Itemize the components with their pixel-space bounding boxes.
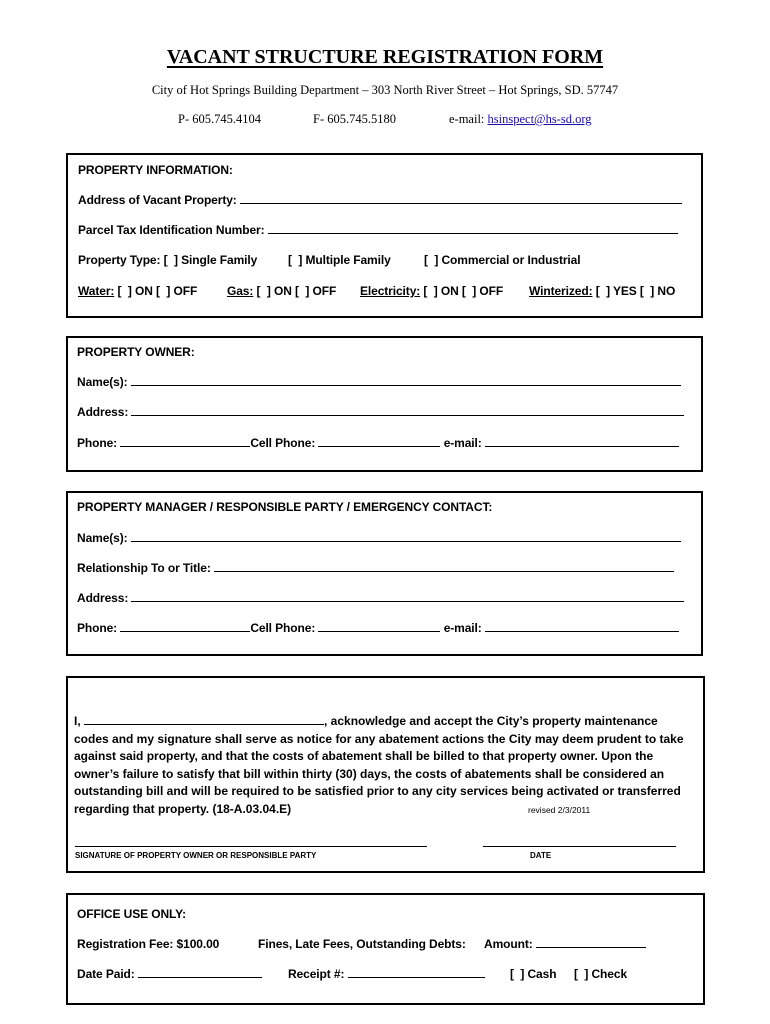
- manager-address-field[interactable]: [131, 591, 684, 602]
- manager-names-field[interactable]: [131, 531, 681, 542]
- date-paid-field[interactable]: [138, 967, 262, 978]
- manager-names-row: [77, 531, 681, 545]
- signature-line[interactable]: [75, 846, 427, 847]
- email-link[interactable]: hsinspect@hs-sd.org: [487, 112, 592, 126]
- acknowledgement-line-4: owner’s failure to satisfy that bill within thirty (30) days, the costs of abatements shall be considered an: [74, 766, 665, 781]
- date-line[interactable]: [483, 846, 676, 847]
- owner-address-field[interactable]: [131, 405, 684, 416]
- email-contact: [449, 112, 592, 127]
- electricity-on-off-checkboxes[interactable]: [ ] ON [ ] OFF: [423, 284, 504, 298]
- commercial-industrial-checkbox[interactable]: [ ] Commercial or Industrial: [424, 253, 581, 267]
- manager-names-label: Name(s):: [77, 531, 128, 545]
- property-type-label: Property Type: [ ] Single Family: [78, 253, 258, 267]
- manager-relationship-label: Relationship To or Title:: [77, 561, 211, 575]
- signature-caption: SIGNATURE OF PROPERTY OWNER OR RESPONSIBLE PARTY: [75, 851, 317, 860]
- parcel-id-field[interactable]: [268, 223, 678, 234]
- property-manager-heading: PROPERTY MANAGER / RESPONSIBLE PARTY / EMERGENCY CONTACT:: [77, 500, 493, 514]
- date-caption: DATE: [530, 851, 552, 860]
- owner-names-field[interactable]: [131, 375, 681, 386]
- owner-cell-field[interactable]: [318, 436, 440, 447]
- phone-number: P- 605.745.4104: [178, 112, 261, 126]
- acknowledgement-line-6: regarding that property. (18-A.03.04.E): [74, 801, 292, 816]
- amount-row: [484, 937, 646, 951]
- manager-relationship-field[interactable]: [214, 561, 674, 572]
- owner-address-row: [77, 405, 684, 419]
- manager-address-label: Address:: [77, 591, 129, 605]
- amount-field[interactable]: [536, 937, 646, 948]
- owner-email-label: e-mail:: [443, 436, 482, 450]
- manager-cell-label: Cell Phone:: [250, 621, 316, 635]
- acknowledgement-line-2: codes and my signature shall serve as notice for any abatement actions the City may deem prudent to take: [74, 731, 684, 746]
- owner-phone-field[interactable]: [120, 436, 250, 447]
- parcel-id-row: [78, 223, 678, 237]
- fines-label: Fines, Late Fees, Outstanding Debts:: [258, 937, 466, 951]
- manager-phone-field[interactable]: [120, 621, 250, 632]
- owner-phone-label: Phone:: [77, 436, 118, 450]
- electricity-row: [360, 284, 503, 298]
- email-label: e-mail:: [449, 112, 485, 126]
- manager-address-row: [77, 591, 684, 605]
- vacant-address-field[interactable]: [240, 193, 682, 204]
- gas-row: [227, 284, 336, 298]
- receipt-row: [288, 967, 485, 981]
- electricity-label: Electricity:: [360, 284, 421, 298]
- manager-email-field[interactable]: [485, 621, 679, 632]
- vacant-address-row: [78, 193, 682, 207]
- date-paid-row: [77, 967, 262, 981]
- acknowledgement-line-5: outstanding bill and will be required to be satisfied prior to any city services being activated or transferred: [74, 784, 681, 798]
- owner-email-field[interactable]: [485, 436, 679, 447]
- water-label: Water:: [78, 284, 115, 298]
- owner-names-row: [77, 375, 681, 389]
- manager-phone-label: Phone:: [77, 621, 118, 635]
- acknowledgement-line-1: I, , acknowledge and accept the City’s property maintenance: [74, 714, 658, 728]
- gas-label: Gas:: [227, 284, 254, 298]
- gas-on-off-checkboxes[interactable]: [ ] ON [ ] OFF: [256, 284, 337, 298]
- owner-phone-row: [77, 436, 679, 450]
- winterized-row: [529, 284, 675, 298]
- check-checkbox[interactable]: [ ] Check: [574, 967, 628, 981]
- multiple-family-checkbox[interactable]: [ ] Multiple Family: [288, 253, 391, 267]
- owner-names-label: Name(s):: [77, 375, 128, 389]
- registration-fee: Registration Fee: $100.00: [77, 937, 220, 951]
- acknowledgement-line-3: against said property, and that the costs of abatement shall be billed to that property owner. Upon the: [74, 749, 654, 763]
- winterized-label: Winterized:: [529, 284, 593, 298]
- form-title: VACANT STRUCTURE REGISTRATION FORM: [166, 46, 604, 68]
- property-information-heading: PROPERTY INFORMATION:: [78, 163, 233, 177]
- parcel-id-label: Parcel Tax Identification Number:: [78, 223, 265, 237]
- owner-cell-label: Cell Phone:: [250, 436, 316, 450]
- receipt-field[interactable]: [348, 967, 485, 978]
- revision-date: revised 2/3/2011: [528, 805, 591, 815]
- single-family-checkbox[interactable]: [ ] Single Family: [163, 253, 258, 267]
- water-row: [78, 284, 197, 298]
- water-on-off-checkboxes[interactable]: [ ] ON [ ] OFF: [117, 284, 198, 298]
- receipt-label: Receipt #:: [288, 967, 345, 981]
- amount-label: Amount:: [484, 937, 533, 951]
- cash-checkbox[interactable]: [ ] Cash: [510, 967, 557, 981]
- vacant-address-label: Address of Vacant Property:: [78, 193, 237, 207]
- acknowledgement-text: [74, 713, 694, 818]
- manager-relationship-row: [77, 561, 674, 575]
- office-use-heading: OFFICE USE ONLY:: [77, 907, 187, 921]
- manager-email-label: e-mail:: [443, 621, 482, 635]
- department-address: City of Hot Springs Building Department – 303 North River Street – Hot Springs, SD. 57747: [151, 83, 619, 97]
- date-paid-label: Date Paid:: [77, 967, 135, 981]
- manager-phone-row: [77, 621, 679, 635]
- property-owner-heading: PROPERTY OWNER:: [77, 345, 195, 359]
- winterized-yes-no-checkboxes[interactable]: [ ] YES [ ] NO: [595, 284, 676, 298]
- fax-number: F- 605.745.5180: [313, 112, 396, 126]
- acknowledgement-name-field[interactable]: [84, 714, 324, 725]
- manager-cell-field[interactable]: [318, 621, 440, 632]
- owner-address-label: Address:: [77, 405, 129, 419]
